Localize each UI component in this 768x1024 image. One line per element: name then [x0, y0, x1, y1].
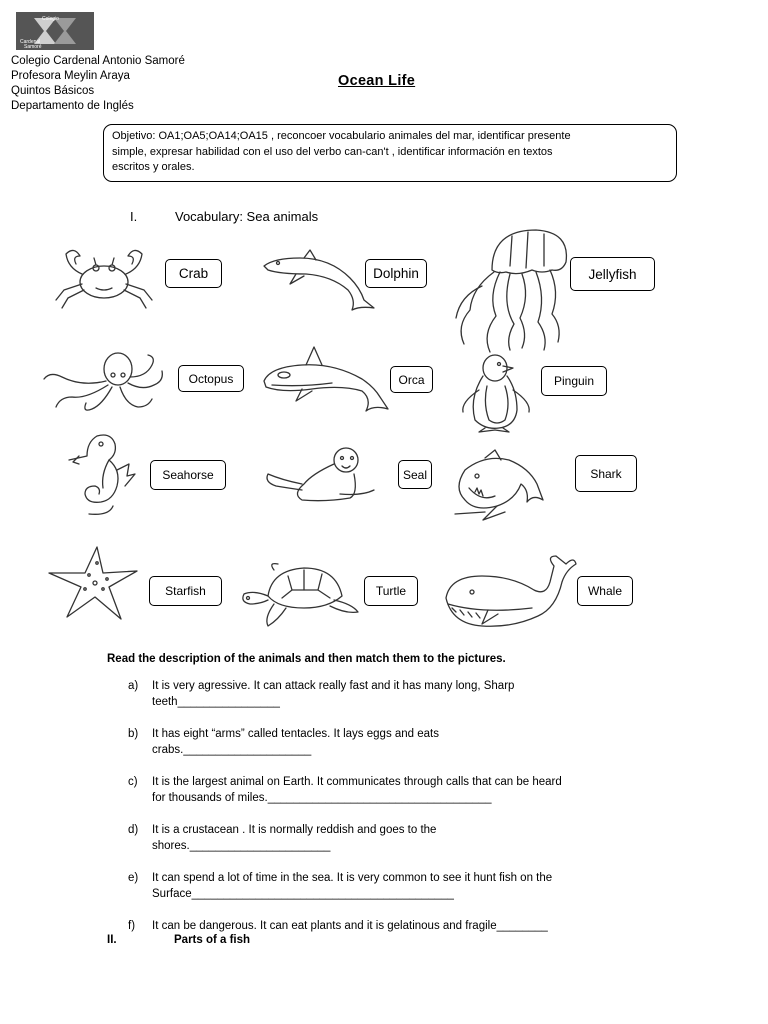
turtle-icon — [238, 560, 360, 630]
question-text[interactable]: It can be dangerous. It can eat plants and it is gelatinous and fragile________ — [152, 920, 548, 932]
question-answer-line[interactable]: for thousands of miles.___________________________________ — [152, 792, 492, 804]
instructions: Read the description of the animals and then match them to the pictures. — [107, 653, 506, 665]
whale-icon — [442, 552, 578, 632]
vocab-label-crab: Crab — [165, 259, 222, 288]
objective-line: escritos y orales. — [112, 161, 195, 173]
school-name: Colegio Cardenal Antonio Samoré — [11, 55, 185, 67]
orca-icon — [262, 345, 390, 415]
section-2-number: II. — [107, 934, 117, 946]
section-1-title: Vocabulary: Sea animals — [175, 209, 319, 224]
crab-icon — [50, 238, 158, 310]
question-letter: f) — [128, 920, 136, 932]
vocab-label-turtle: Turtle — [364, 576, 418, 606]
question-letter: e) — [128, 872, 139, 884]
logo-graphic — [16, 12, 94, 50]
teacher-name: Profesora Meylin Araya — [11, 70, 130, 82]
starfish-icon — [45, 545, 141, 623]
vocab-label-seahorse: Seahorse — [150, 460, 226, 490]
vocab-label-shark: Shark — [575, 455, 637, 492]
question-letter: a) — [128, 680, 139, 692]
objective-line: simple, expresar habilidad con el uso del verbo can-can't , identificar información en textos — [112, 145, 553, 158]
objective-line: Objetivo: OA1;OA5;OA14;OA15 , reconcoer vocabulario animales del mar, identificar presente — [112, 130, 571, 142]
grade-level: Quintos Básicos — [11, 85, 95, 97]
vocab-label-dolphin: Dolphin — [365, 259, 427, 288]
vocab-label-orca: Orca — [390, 366, 433, 393]
jellyfish-icon — [452, 226, 570, 354]
logo-text-3: Samoré — [24, 44, 42, 50]
octopus-icon — [42, 347, 167, 415]
department: Departamento de Inglés — [11, 100, 134, 112]
question-answer-line[interactable]: crabs.____________________ — [152, 744, 312, 756]
vocab-label-whale: Whale — [577, 576, 633, 606]
objective-box — [103, 124, 677, 182]
page-title: Ocean Life — [338, 73, 416, 89]
question-letter: c) — [128, 776, 138, 788]
school-info — [11, 54, 185, 114]
section-2-heading — [107, 934, 251, 946]
question-text: It is the largest animal on Earth. It communicates through calls that can be heard — [152, 776, 562, 788]
vocab-label-seal: Seal — [398, 460, 432, 489]
shark-icon — [445, 450, 545, 522]
school-logo — [16, 12, 94, 50]
question-text: It can spend a lot of time in the sea. It is very common to see it hunt fish on the — [152, 872, 553, 884]
logo-text-1: Colegio — [42, 16, 59, 22]
vocab-label-starfish: Starfish — [149, 576, 222, 606]
vocab-label-jellyfish: Jellyfish — [570, 257, 655, 291]
question-text: It is a crustacean . It is normally reddish and goes to the — [152, 824, 437, 836]
dolphin-icon — [260, 248, 378, 314]
question-answer-line[interactable]: shores.______________________ — [152, 840, 331, 852]
logo-text-2: Cardenal — [20, 39, 41, 45]
seahorse-icon — [65, 430, 141, 520]
question-text: It has eight “arms” called tentacles. It lays eggs and eats — [152, 728, 440, 740]
section-2-title: Parts of a fish — [174, 934, 251, 946]
question-answer-line[interactable]: Surface_________________________________________ — [152, 888, 454, 900]
question-text: It is very agressive. It can attack really fast and it has many long, Sharp — [152, 680, 515, 692]
question-letter: d) — [128, 824, 139, 836]
question-answer-line[interactable]: teeth________________ — [152, 696, 280, 708]
section-1-number: I. — [130, 209, 138, 224]
question-letter: b) — [128, 728, 139, 740]
seal-icon — [262, 446, 380, 504]
vocab-label-pinguin: Pinguin — [541, 366, 607, 396]
penguin-icon — [455, 350, 537, 432]
vocab-label-octopus: Octopus — [178, 365, 244, 392]
